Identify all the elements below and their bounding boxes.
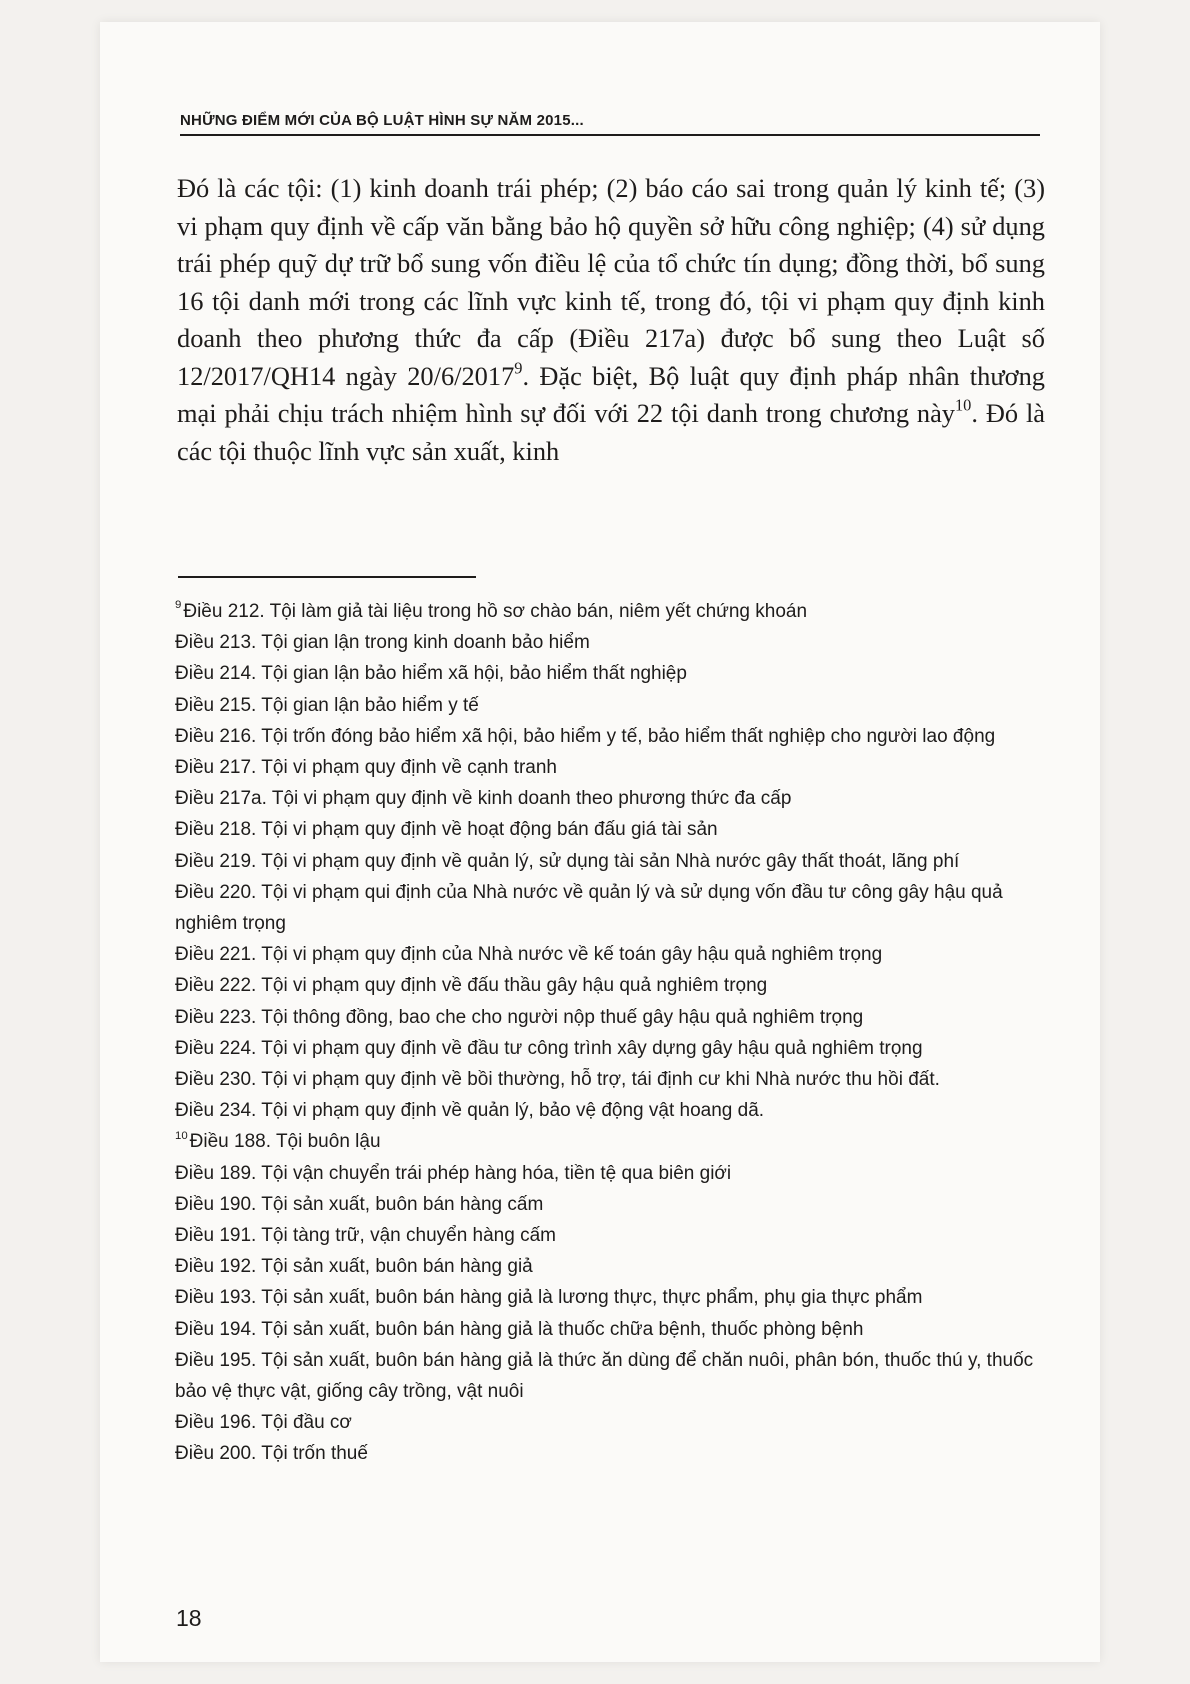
- running-head: NHỮNG ĐIỂM MỚI CỦA BỘ LUẬT HÌNH SỰ NĂM 2015...: [180, 112, 1040, 136]
- footnote-line: Điều 216. Tội trốn đóng bảo hiểm xã hội, bảo hiểm y tế, bảo hiểm thất nghiệp cho người lao động: [175, 725, 996, 747]
- footnote-separator: [178, 576, 476, 578]
- footnote-line: Điều 219. Tội vi phạm quy định về quản lý, sử dụng tài sản Nhà nước gây thất thoát, lãng phí: [175, 850, 960, 872]
- book-page: [100, 22, 1100, 1662]
- footnote-ref-10: 10: [955, 395, 972, 415]
- footnote-line: Điều 200. Tội trốn thuế: [175, 1443, 368, 1465]
- footnote-marker-9: 9: [175, 599, 182, 612]
- footnote-marker-10: 10: [175, 1129, 188, 1142]
- footnote-line: Điều 213. Tội gian lận trong kinh doanh bảo hiểm: [175, 632, 590, 654]
- footnotes: [175, 596, 1055, 1470]
- body-text-part-2: . Đặc biệt, Bộ luật quy định pháp nhân thương mại phải chịu trách nhiệm hình sự đối với 22 tội danh trong chương này: [177, 360, 1045, 428]
- footnote-line: Điều 224. Tội vi phạm quy định về đầu tư công trình xây dựng gây hậu quả nghiêm trọng: [175, 1037, 923, 1059]
- footnote-line: Điều 218. Tội vi phạm quy định về hoạt động bán đấu giá tài sản: [175, 819, 718, 841]
- footnote-line: Điều 217a. Tội vi phạm quy định về kinh doanh theo phương thức đa cấp: [175, 788, 792, 810]
- body-text-part-1: Đó là các tội: (1) kinh doanh trái phép; (2) báo cáo sai trong quản lý kinh tế; (3) vi phạm quy định về cấp văn bằng bảo hộ quyền sở hữu công nghiệp; (4) sử dụng trái phép quỹ dự trữ bổ sung vốn điều lệ của tổ chức tín dụng; đồng thời, bổ sung 16 tội danh mới trong các lĩnh vực kinh tế, trong đó, tội vi phạm quy định kinh doanh theo phương thức đa cấp (Điều 217a) được bổ sung theo Luật số 12/2017/QH14 ngày 20/6/2017: [177, 173, 1045, 391]
- footnote-line: Điều 215. Tội gian lận bảo hiểm y tế: [175, 694, 479, 716]
- footnote-line: Điều 191. Tội tàng trữ, vận chuyển hàng cấm: [175, 1225, 556, 1247]
- body-text-part-3: . Đó là các tội thuộc lĩnh vực sản xuất, kinh: [177, 398, 1046, 466]
- footnote-line: Điều 189. Tội vận chuyển trái phép hàng hóa, tiền tệ qua biên giới: [175, 1162, 732, 1184]
- footnote-line: Điều 222. Tội vi phạm quy định về đấu thầu gây hậu quả nghiêm trọng: [175, 975, 768, 997]
- footnote-line: Điều 194. Tội sản xuất, buôn bán hàng giả là thuốc chữa bệnh, thuốc phòng bệnh: [175, 1318, 864, 1340]
- footnote-line: Điều 192. Tội sản xuất, buôn bán hàng giả: [175, 1256, 533, 1278]
- footnote-line: $^9$ Điều 212. Tội làm giả tài liệu trong hồ sơ chào bán, niêm yết chứng khoán: [175, 599, 808, 622]
- footnote-line: Điều 223. Tội thông đồng, bao che cho người nộp thuế gây hậu quả nghiêm trọng: [175, 1006, 864, 1028]
- footnote-line: Điều 195. Tội sản xuất, buôn bán hàng giả là thức ăn dùng để chăn nuôi, phân bón, thuốc thú y, thuốc bảo vệ thực vật, giống cây trồng, vật nuôi: [175, 1349, 1034, 1403]
- footnote-line: Điều 193. Tội sản xuất, buôn bán hàng giả là lương thực, thực phẩm, phụ gia thực phẩm: [175, 1287, 923, 1309]
- footnote-line: Điều 196. Tội đầu cơ: [175, 1412, 352, 1434]
- footnote-line: Điều 230. Tội vi phạm quy định về bồi thường, hỗ trợ, tái định cư khi Nhà nước thu hồi đất.: [175, 1069, 940, 1091]
- footnote-line: Điều 190. Tội sản xuất, buôn bán hàng cấm: [175, 1193, 544, 1215]
- footnote-line: Điều 217. Tội vi phạm quy định về cạnh tranh: [175, 757, 557, 779]
- footnote-line: Điều 220. Tội vi phạm qui định của Nhà nước về quản lý và sử dụng vốn đầu tư công gây hậu quả nghiêm trọng: [175, 881, 1003, 935]
- body-paragraph: [177, 170, 1045, 470]
- footnote-line: Điều 221. Tội vi phạm quy định của Nhà nước về kế toán gây hậu quả nghiêm trọng: [175, 944, 883, 966]
- footnote-line: Điều 214. Tội gian lận bảo hiểm xã hội, bảo hiểm thất nghiệp: [175, 663, 687, 685]
- footnote-line: $^{10}$ Điều 188. Tội buôn lậu: [175, 1129, 381, 1153]
- page-number: 18: [176, 1605, 202, 1631]
- footnote-ref-9: 9: [514, 358, 523, 378]
- footnote-line: Điều 234. Tội vi phạm quy định về quản lý, bảo vệ động vật hoang dã.: [175, 1100, 765, 1122]
